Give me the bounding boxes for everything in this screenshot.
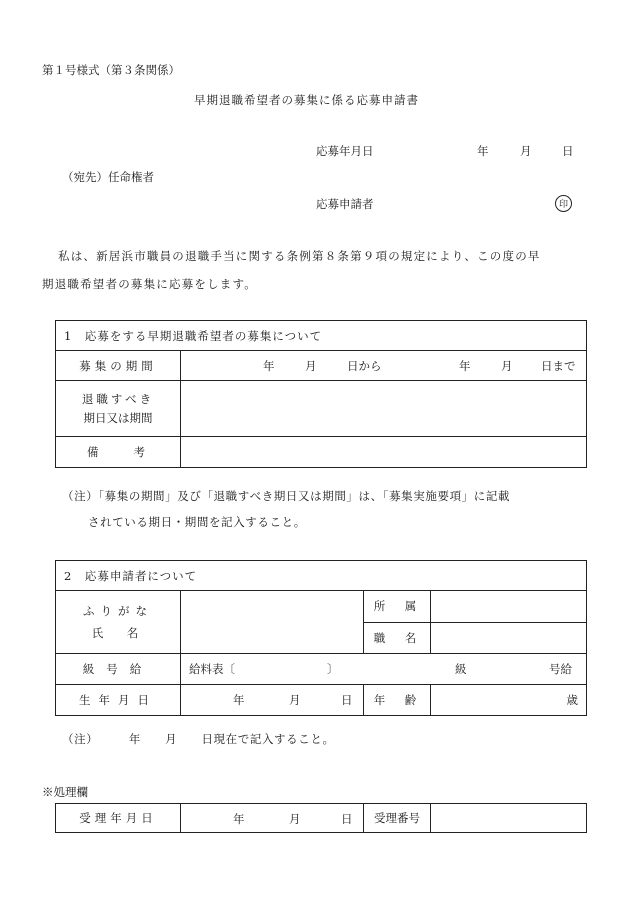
application-date-month: 月 — [520, 144, 532, 158]
section1-note-line2: されている期日・期間を記入すること。 — [88, 515, 306, 529]
received-day: 日 — [341, 812, 353, 826]
application-date-day: 日 — [562, 144, 574, 158]
step-unit: 号給 — [549, 662, 572, 676]
birthdate-value[interactable] — [181, 685, 364, 716]
birth-month: 月 — [289, 693, 301, 707]
salary-table-label: 給料表〔 — [189, 662, 235, 676]
grade-label: 級号給 — [56, 654, 181, 685]
name-value[interactable] — [181, 591, 364, 654]
period-month-2: 月 — [501, 358, 513, 373]
period-label: 募集の期間 — [56, 351, 181, 381]
position-label: 職 名 — [364, 622, 431, 654]
grade-value[interactable] — [181, 654, 587, 685]
name-label — [56, 591, 181, 654]
applicant-label: 応募申請者 — [316, 197, 374, 211]
affiliation-value[interactable] — [431, 591, 587, 623]
application-date-year: 年 — [477, 144, 489, 158]
period-year-1: 年 — [263, 358, 275, 373]
declaration-line-2: 期退職希望者の募集に応募をします。 — [42, 277, 257, 291]
application-date-label: 応募年月日 — [316, 144, 374, 158]
recruitment-table — [55, 320, 587, 468]
seal-mark: 印 — [555, 195, 572, 212]
birth-year: 年 — [233, 693, 245, 707]
section2-header: 2 応募申請者について — [56, 561, 587, 591]
period-day-from: 日から — [347, 358, 382, 373]
period-year-2: 年 — [459, 358, 471, 373]
received-date-value[interactable] — [181, 804, 364, 833]
period-month-1: 月 — [305, 358, 317, 373]
processing-table — [55, 803, 587, 833]
received-number-label: 受理番号 — [364, 804, 431, 833]
age-unit: 歳 — [566, 693, 578, 707]
section1-note-line1: （注）「募集の期間」及び「退職すべき期日又は期間」は、「募集実施要項」に記載 — [62, 489, 511, 503]
retirement-label-line2: 期日又は期間 — [83, 410, 153, 425]
section2-note: （注） 年 月 日現在で記入すること。 — [62, 732, 335, 746]
full-name-label: 氏 名 — [91, 626, 145, 640]
declaration-line-1: 私は、新居浜市職員の退職手当に関する条例第８条第９項の規定により、この度の早 — [58, 249, 541, 263]
addressee: （宛先）任命権者 — [62, 170, 154, 184]
birthdate-label: 生年月日 — [56, 685, 181, 716]
remarks-label: 備 考 — [56, 437, 181, 468]
affiliation-label: 所 属 — [364, 591, 431, 623]
remarks-value[interactable] — [181, 437, 587, 468]
period-value[interactable] — [181, 351, 587, 381]
processing-title: ※処理欄 — [42, 785, 88, 799]
retirement-label — [56, 381, 181, 437]
retirement-label-line1: 退職すべき — [81, 391, 155, 406]
applicant-table — [55, 560, 587, 716]
salary-table-close: 〕 — [327, 662, 339, 676]
grade-unit: 級 — [455, 662, 467, 676]
furigana-label: ふりがな — [83, 604, 153, 618]
age-value[interactable] — [431, 685, 587, 716]
form-number: 第１号様式（第３条関係） — [42, 63, 180, 77]
position-value[interactable] — [431, 622, 587, 654]
age-label: 年 齢 — [364, 685, 431, 716]
received-date-label: 受理年月日 — [56, 804, 181, 833]
section1-header: 1 応募をする早期退職希望者の募集について — [56, 321, 587, 351]
page-title: 早期退職希望者の募集に係る応募申請書 — [194, 93, 419, 107]
retirement-value[interactable] — [181, 381, 587, 437]
received-month: 月 — [289, 812, 301, 826]
period-day-until: 日まで — [541, 358, 576, 373]
birth-day: 日 — [341, 693, 353, 707]
seal-icon — [555, 195, 572, 212]
received-number-value[interactable] — [431, 804, 587, 833]
received-year: 年 — [233, 812, 245, 826]
